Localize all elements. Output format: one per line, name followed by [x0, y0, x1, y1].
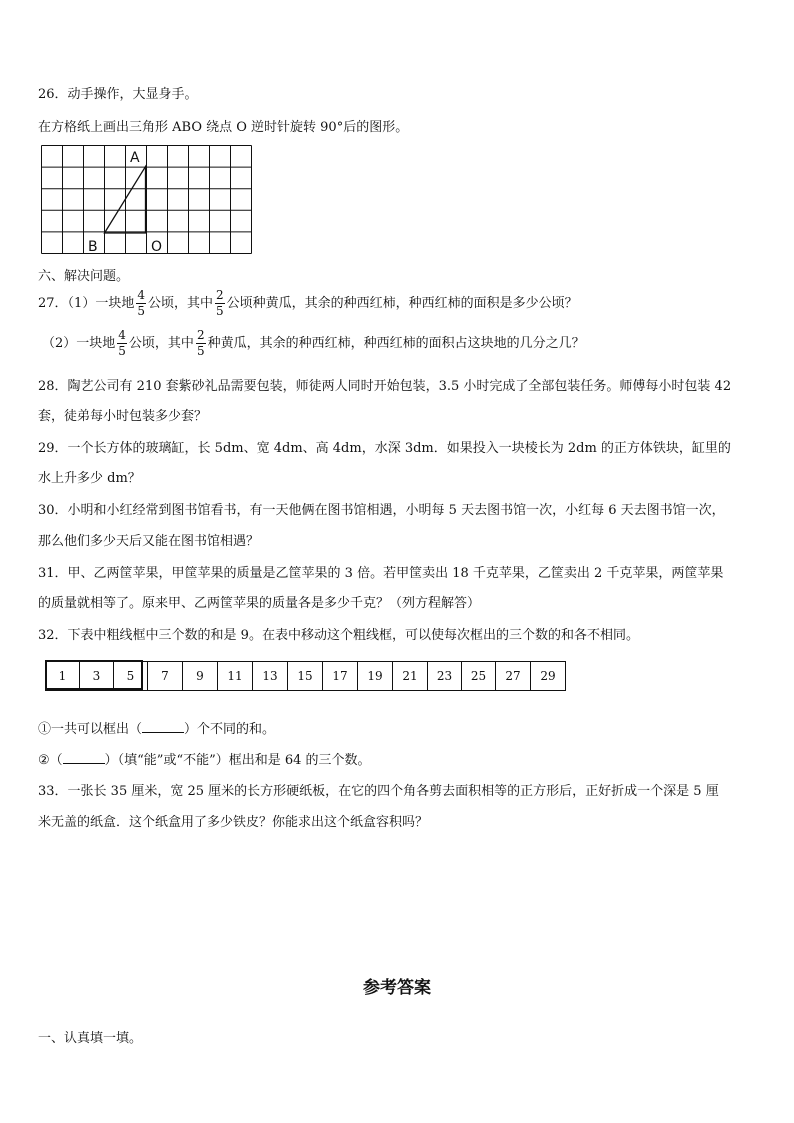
- q27-part2: （2）一块地 $\frac{4}{5}$ 公顷，其中 $\frac{2}{5}$ 种黄瓜，其余的种西红柿，种西红柿的面积占这块地的几分之几？: [42, 328, 585, 358]
- q28-line1: 28．陶艺公司有 210 套紫砂礼品需要包装，师徒两人同时开始包装，3.5 小时完成了全部包装任务。师傅每小时包装 42: [38, 379, 732, 394]
- table-cell: 11: [218, 662, 253, 691]
- q29-line1: 29．一个长方体的玻璃缸，长 5dm、宽 4dm、高 4dm，水深 3dm．如果投入一块棱长为 2dm 的正方体铁块，缸里的: [38, 441, 731, 456]
- q33-line2: 米无盖的纸盒．这个纸盒用了多少铁皮？你能求出这个纸盒容积吗？: [38, 815, 429, 830]
- answer-section-1: 一、认真填一填。: [38, 1031, 143, 1046]
- q32-sub1: ①一共可以框出（ ）个不同的和。: [38, 722, 276, 737]
- q30-line1: 30．小明和小红经常到图书馆看书，有一天他俩在图书馆相遇，小明每 5 天去图书馆一次，小红每 6 天去图书馆一次，: [38, 503, 725, 518]
- fraction: $\frac{2}{5}$: [215, 288, 224, 318]
- q29-line2: 水上升多少 dm？: [38, 471, 141, 486]
- answer-blank[interactable]: [63, 751, 105, 764]
- table-cell: 19: [358, 662, 393, 691]
- grid-figure: [41, 145, 255, 259]
- table-cell: 29: [531, 662, 566, 691]
- q32-sub2: ②（ ）（填“能”或“不能”）框出和是 64 的三个数。: [38, 753, 371, 768]
- table-cell: 13: [253, 662, 288, 691]
- label-o: O: [151, 239, 163, 255]
- table-cell: 21: [393, 662, 428, 691]
- q27-part1: 27．（1）一块地 $\frac{4}{5}$ 公顷，其中 $\frac{2}{5}$ 公顷种黄瓜，其余的种西红柿，种西红柿的面积是多少公顷？: [38, 288, 578, 318]
- thick-frame: [45, 660, 143, 690]
- answer-blank[interactable]: [142, 720, 184, 733]
- q26-instruction: 在方格纸上画出三角形 ABO 绕点 O 逆时针旋转 90°后的图形。: [38, 120, 409, 135]
- answer-key-heading: 参考答案: [363, 978, 431, 998]
- fraction: $\frac{4}{5}$: [118, 328, 126, 358]
- q28-line2: 套，徒弟每小时包装多少套？: [38, 409, 208, 424]
- table-cell: 23: [428, 662, 462, 691]
- table-cell: 9: [183, 662, 218, 691]
- q31-line1: 31．甲、乙两筐苹果，甲筐苹果的质量是乙筐苹果的 3 倍。若甲筐卖出 18 千克苹果，乙筐卖出 2 千克苹果，两筐苹果: [38, 566, 724, 581]
- q30-line2: 那么他们多少天后又能在图书馆相遇？: [38, 534, 260, 549]
- table-cell: 15: [288, 662, 323, 691]
- table-cell: 7: [148, 662, 183, 691]
- label-a: A: [130, 150, 140, 166]
- q33-line1: 33．一张长 35 厘米，宽 25 厘米的长方形硬纸板，在它的四个角各剪去面积相等的正方形后，正好折成一个深是 5 厘: [38, 784, 719, 799]
- label-b: B: [88, 239, 98, 255]
- q26-title: 26．动手操作，大显身手。: [38, 87, 198, 102]
- table-cell: 25: [462, 662, 496, 691]
- fraction: $\frac{2}{5}$: [196, 328, 205, 358]
- section-6-heading: 六、解决问题。: [38, 269, 130, 284]
- q32-intro: 32．下表中粗线框中三个数的和是 9。在表中移动这个粗线框，可以使每次框出的三个数的和各不相同。: [38, 628, 639, 643]
- table-cell: 5: [114, 662, 148, 691]
- table-cell: 27: [496, 662, 531, 691]
- table-cell: 3: [80, 662, 114, 691]
- grid-paper: [41, 145, 255, 255]
- table-cell: 17: [323, 662, 358, 691]
- q31-line2: 的质量就相等了。原来甲、乙两筐苹果的质量各是多少千克？（列方程解答）: [38, 596, 481, 611]
- fraction: $\frac{4}{5}$: [137, 288, 145, 318]
- table-cell: 1: [46, 662, 80, 691]
